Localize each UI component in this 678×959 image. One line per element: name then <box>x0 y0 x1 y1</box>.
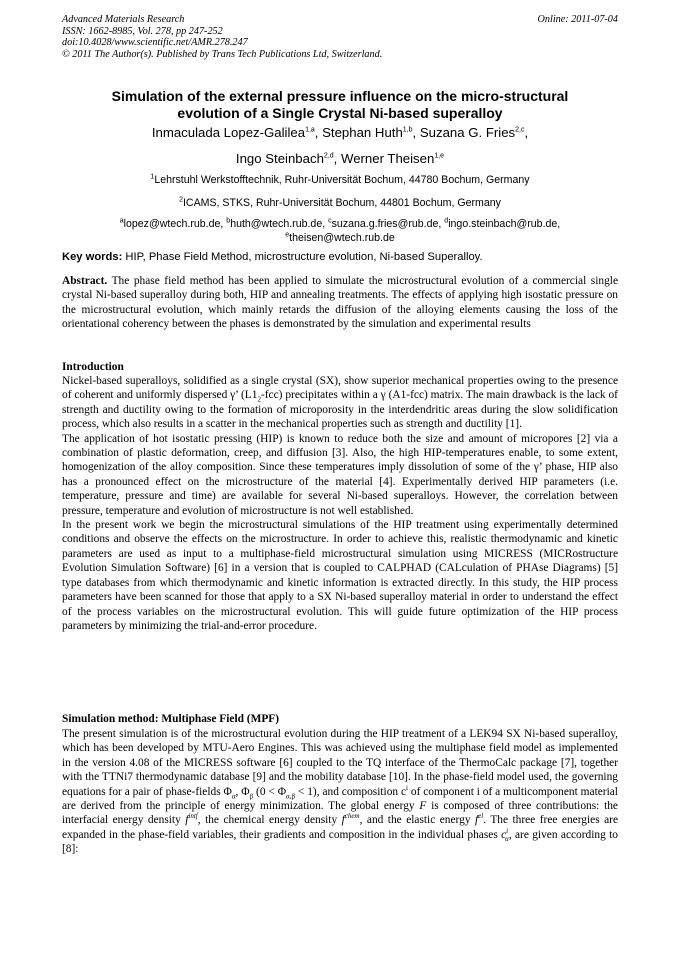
text-run: , Φ <box>235 785 250 798</box>
affiliation-text: ICAMS, STKS, Ruhr-Universität Bochum, 44801 Bochum, Germany <box>182 197 501 209</box>
author-name: Stephan Huth <box>322 125 403 140</box>
copyright-line: © 2011 The Author(s). Published by Trans Tech Publications Ltd, Switzerland. <box>62 48 383 60</box>
text-run: of component i of a multicomponent material are derived from the principle of energy minimization. The global energy <box>62 785 618 813</box>
math-symbol: F <box>419 800 427 813</box>
authors-line-1: Inmaculada Lopez-Galilea$^{1,a}$, Stephan Huth$^{1,b}$, Suzana G. Fries$^{2,c}$, <box>151 125 529 140</box>
superscript: i <box>506 827 509 836</box>
simulation-body <box>62 727 618 857</box>
introduction-heading: Introduction <box>62 361 124 373</box>
author-name: Suzana G. Fries <box>419 125 516 140</box>
text-run: , the chemical energy density <box>197 814 342 827</box>
email-sup: d <box>444 217 449 225</box>
affiliation-number: 1 <box>150 173 155 181</box>
affiliation-text: Lehrstuhl Werkstofftechnik, Ruhr-Universität Bochum, 44780 Bochum, Germany <box>154 174 530 186</box>
issn-line: ISSN: 1662-8985, Vol. 278, pp 247-252 <box>62 25 223 37</box>
subscript: α <box>505 835 509 844</box>
author-sup: 2,d <box>323 152 334 160</box>
math-symbol: f <box>341 814 345 827</box>
text-run: -fcc) precipitates within a γ (A1-fcc) matrix. The main drawback is the lack of strength and ductility owing to the formation of microporosity in the interdendritic areas during the slow solidification process, which also results in a scatter in the mechanical properties such as strength and ductility [1]. <box>62 389 618 431</box>
text-run: (0 < Φ <box>253 785 287 798</box>
author-sup: 2,c <box>515 126 525 134</box>
introduction-body <box>62 374 618 633</box>
affiliation-number: 2 <box>179 196 183 204</box>
paper-title <box>62 88 618 121</box>
text-run: , are given according to [8]: <box>62 828 618 856</box>
email-sup: b <box>226 217 231 225</box>
simulation-heading: Simulation method: Multiphase Field (MPF) <box>62 713 280 725</box>
keywords-text: HIP, Phase Field Method, microstructure evolution, Ni-based Superalloy. <box>125 251 483 263</box>
abstract <box>62 274 618 332</box>
online-date: Online: 2011-07-04 <box>537 14 618 25</box>
title-line-1: Simulation of the external pressure influence on the micro-structural <box>111 88 569 104</box>
text-run: . The three free energies are expanded in the phase-field variables, their gradients and composition in the individual phases <box>62 814 619 841</box>
keywords-label: Key words: <box>62 251 123 263</box>
emails-line-1 <box>62 217 618 231</box>
text-run: is composed of three contributions: the interfacial energy density <box>62 800 618 827</box>
text-run: Nickel-based superalloys, solidified as a single crystal (SX), show superior mechanical properties owing to the presence of coherent and uniformly dispersed γ’ (L1 <box>62 375 618 402</box>
subscript: α <box>231 791 236 800</box>
email-link[interactable]: lopez@wtech.rub.de, <box>123 218 224 230</box>
email-link[interactable]: huth@wtech.rub.de, <box>230 218 326 230</box>
simulation-paragraph <box>62 727 618 857</box>
authors-line-2: Ingo Steinbach$^{2,d}$, Werner Theisen$^{1,e}$ <box>235 151 445 166</box>
email-link[interactable]: suzana.g.fries@rub.de, <box>331 218 442 230</box>
abstract-label: Abstract. <box>62 275 108 287</box>
title-line-2: evolution of a Single Crystal Ni-based superalloy <box>177 104 503 121</box>
subscript: α,β <box>286 791 296 800</box>
journal-header <box>62 14 618 60</box>
email-sup: a <box>119 217 124 225</box>
intro-paragraph-3: In the present work we begin the microstructural simulations of the HIP treatment using experimentally determined conditions and observe the effects on the microstructure. In order to achieve this, realistic thermodynamic and kinetic parameters are used as input to a multiphase-field microstructural simulation using MICRESS (MICRostructure Evolution Simulation Software) [6] in a version that is coupled to CALPHAD (CALculation of PHAse Diagrams) [5] type databases from which thermodynamic and kinetic information is extracted directly. In this study, the HIP process parameters have been scanned for those that apply to a SX Ni-based superalloy material in order to understand the effect of the process variables on the microstructural evolution. This will guide future optimization of the HIP process parameters by minimizing the trial-and-error procedure. <box>62 519 618 632</box>
author-emails <box>62 217 618 245</box>
author-name: Inmaculada Lopez-Galilea <box>151 125 306 140</box>
text-run: The present simulation is of the microstructural evolution during the HIP treatment of a LEK94 SX Ni-based superalloy, which has been developed by MTU-Aero Engines. This was achieved using the multiphase field model as implemented in the version 4.08 of the MICRESS software [6] coupled to the TQ interface of the ThermoCalc package [7], together with the TTNi7 thermodynamic database [9] and the mobility database [10]. In the phase-field model used, the governing equations for a pair of phase-fields Φ <box>62 728 618 798</box>
superscript: el <box>478 812 484 821</box>
abstract-text: The phase field method has been applied to simulate the microstructural evolution of a commercial single crystal Ni-based superalloy during both, HIP and annealing treatments. The effects of applying high isostatic pressure on the microstructural evolution, which mainly retards the diffusion of the alloying elements causing the loss of the orientational coherency between the phases is demonstrated by the simulation and experimental results <box>62 275 618 331</box>
author-sup: 1,b <box>402 126 413 134</box>
emails-line-2 <box>62 231 618 245</box>
doi-line[interactable]: doi:10.4028/www.scientific.net/AMR.278.247 <box>62 37 248 49</box>
affiliation-1 <box>62 173 618 187</box>
math-symbol: f <box>185 814 189 827</box>
math-symbol: c <box>501 828 507 841</box>
subscript: 2 <box>257 395 261 404</box>
email-link[interactable]: theisen@wtech.rub.de <box>289 232 395 244</box>
intro-paragraph-1 <box>62 374 618 432</box>
superscript: intf <box>188 812 198 821</box>
keywords <box>62 250 618 264</box>
email-link[interactable]: ingo.steinbach@rub.de, <box>448 218 561 230</box>
affiliation-2 <box>62 196 618 210</box>
superscript: chem <box>344 812 360 821</box>
superscript: i <box>406 783 408 792</box>
email-sup: e <box>285 231 290 239</box>
text-run: < 1), and composition c <box>295 785 407 798</box>
author-sup: 1,a <box>305 126 315 134</box>
journal-name: Advanced Materials Research <box>62 14 185 25</box>
subscript: β <box>249 791 254 800</box>
author-sup: 1,e <box>434 152 445 160</box>
text-run: , and the elastic energy <box>359 814 475 827</box>
author-list <box>62 121 618 170</box>
author-name: Ingo Steinbach <box>235 151 324 166</box>
author-name: Werner Theisen <box>340 151 435 166</box>
math-symbol: f <box>475 814 479 827</box>
intro-paragraph-2: The application of hot isostatic pressing (HIP) is known to reduce both the size and amount of micropores [2] via a combination of plastic deformation, creep, and diffusion [3]. Also, the high HIP-temperatures enable, to some extent, homogenization of the alloy composition. Since these temperatures imply dissolution of some of the γ’ phase, HIP also has a pronounced effect on the microstructure of the material [4]. Experimentally derived HIP parameters (i.e. temperature, pressure and time) are available for several Ni-based superalloys. However, the correlation between pressure, temperature and evolution of microstructure is not well established. <box>62 432 618 517</box>
email-sup: c <box>328 217 332 225</box>
